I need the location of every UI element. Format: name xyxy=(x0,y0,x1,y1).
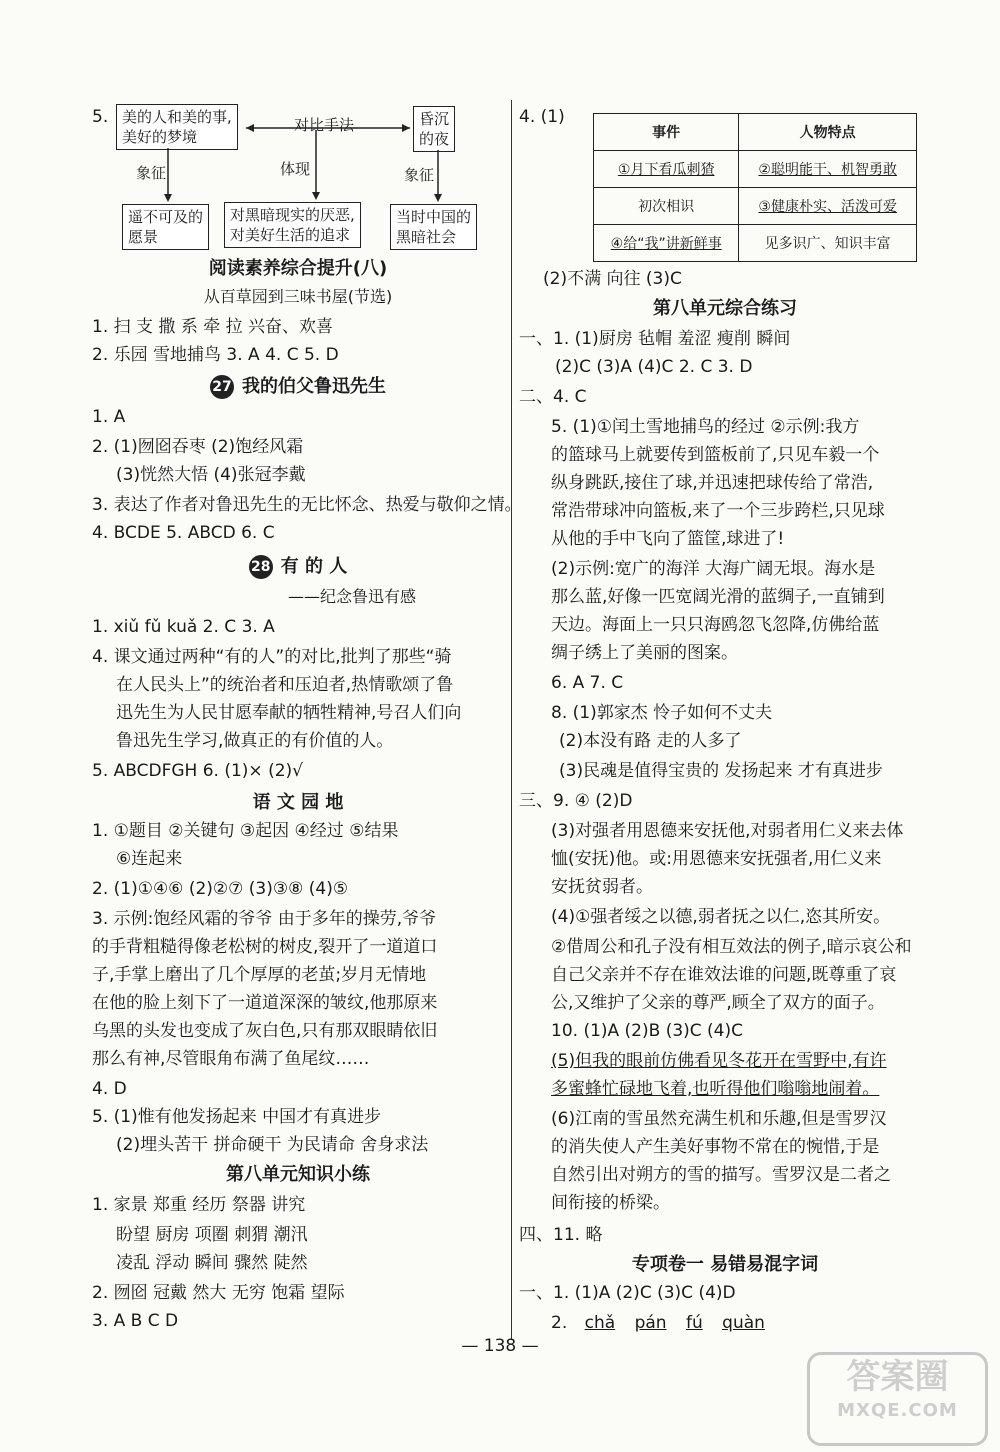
box-line: 当时中国的 xyxy=(396,208,472,226)
answer-line: 1. 家景 郑重 经历 祭器 讲究 xyxy=(92,1195,306,1215)
answer-line: (6)江南的雪虽然充满生机和乐趣,但是雪罗汉 xyxy=(551,1109,887,1129)
answer-line: (2)C (3)A (4)C 2. C 3. D xyxy=(555,357,753,377)
answer-line: 2. (1)①④⑥ (2)②⑦ (3)③⑧ (4)⑤ xyxy=(92,879,349,899)
table-row xyxy=(594,225,917,262)
answer-line: 一、1. (1)厨房 毡帽 羞涩 瘦削 瞬间 xyxy=(519,329,791,349)
answer-line: 盼望 厨房 项圈 刺猬 潮汛 xyxy=(116,1225,308,1245)
answer-line: 1. xiǔ fǔ kuǎ 2. C 3. A xyxy=(92,617,275,637)
table-cell: 见多识广、知识丰富 xyxy=(739,225,917,262)
answer-line: 2. 乐园 雪地捕鸟 3. A 4. C 5. D xyxy=(92,345,339,365)
box-line: 对美好生活的追求 xyxy=(230,226,351,244)
answer-line: 三、9. ④ (2)D xyxy=(519,791,633,811)
embody-label: 体现 xyxy=(280,160,311,178)
table-row xyxy=(594,188,917,225)
lesson-title-text: 有 的 人 xyxy=(280,556,348,577)
answer-line: ②借周公和孔子没有相互效法的例子,暗示哀公和 xyxy=(551,937,912,957)
answer-line: 从他的手中飞向了篮筐,球进了! xyxy=(551,529,785,549)
answer-line: 4. D xyxy=(92,1079,127,1099)
lesson-title-text: 我的伯父鲁迅先生 xyxy=(242,376,386,397)
pinyin-answer: fú xyxy=(685,1313,703,1333)
box-line: 昏沉 xyxy=(419,110,450,128)
answer-line: 乌黑的头发也变成了灰白色,只有那双眼睛依旧 xyxy=(92,1021,438,1041)
table-cell: ①月下看瓜刺猹 xyxy=(594,151,739,188)
answer-line: 一、1. (1)A (2)C (3)C (4)D xyxy=(519,1283,736,1303)
symbol-left-label: 象征 xyxy=(136,164,167,182)
answer-line: 4. BCDE 5. ABCD 6. C xyxy=(92,523,275,543)
answer-line: 的消失使人产生美好事物不常在的惋惜,于是 xyxy=(551,1137,880,1157)
answer-line: (2)不满 向往 (3)C xyxy=(543,269,682,289)
answer-line: 天边。海面上一只只海鸥忽飞忽降,仿佛给蓝 xyxy=(551,615,880,635)
answer-line: 自然引出对朔方的雪的描写。雪罗汉是二者之 xyxy=(551,1165,891,1185)
table-cell: ④给“我”讲新鲜事 xyxy=(594,225,739,262)
answer-line: (5)但我的眼前仿佛看见冬花开在雪野中,有许 xyxy=(551,1051,887,1071)
box-line: 美的人和美的事, xyxy=(122,108,232,126)
answer-number: 2. xyxy=(551,1313,568,1333)
answer-line: 公,又维护了父亲的尊严,顾全了双方的面子。 xyxy=(551,993,885,1013)
answer-line: 鲁迅先生学习,做真正的有价值的人。 xyxy=(116,731,394,751)
box-line: 美好的梦境 xyxy=(122,128,198,146)
answer-line: ⑥连起来 xyxy=(116,849,183,869)
answer-line: 间衔接的桥梁。 xyxy=(551,1193,670,1213)
symbol-right-label: 象征 xyxy=(404,166,435,184)
answer-line: 迅先生为人民甘愿奉献的牺牲精神,号召人们向 xyxy=(116,703,462,723)
pinyin-answer: pán xyxy=(634,1313,667,1333)
answer-line: 5. (1)①闰土雪地捕鸟的经过 ②示例:我方 xyxy=(551,417,860,437)
answer-line: 2. (1)囫囵吞枣 (2)饱经风霜 xyxy=(92,437,304,457)
answer-line: (3)民魂是值得宝贵的 发扬起来 才有真进步 xyxy=(559,761,883,781)
answer-line: 绸子绣上了美丽的图案。 xyxy=(551,643,738,663)
answer-line: (3)恍然大悟 (4)张冠李戴 xyxy=(116,465,306,485)
answer-line: (2)埋头苦干 拼命硬干 为民请命 舍身求法 xyxy=(116,1135,429,1155)
answer-line: 1. 扫 支 撒 系 牵 拉 兴奋、欢喜 xyxy=(92,317,334,337)
diagram-box-vision xyxy=(122,204,209,250)
arrow-head xyxy=(312,192,320,200)
box-line: 愿景 xyxy=(128,228,159,246)
watermark-url: MXQE.COM xyxy=(837,1400,958,1421)
section-title: 语 文 园 地 xyxy=(252,792,344,813)
arrow-head xyxy=(164,194,172,202)
answer-line: 1. A xyxy=(92,407,126,427)
answer-line: 那么蓝,好像一匹宽阔光滑的蓝绸子,一直铺到 xyxy=(551,587,885,607)
box-line: 黑暗社会 xyxy=(396,228,457,246)
table-cell: 初次相识 xyxy=(594,188,739,225)
arrow-head xyxy=(434,194,442,202)
event-character-table xyxy=(593,113,917,262)
section-title: 专项卷一 易错易混字词 xyxy=(631,1254,819,1275)
section-title: 第八单元综合练习 xyxy=(653,298,797,319)
answer-line: 在他的脸上刻下了一道道深深的皱纹,他那原来 xyxy=(92,993,438,1013)
arrow-head xyxy=(246,124,254,132)
answer-line: 子,手掌上磨出了几个厚厚的老茧;岁月无情地 xyxy=(92,965,427,985)
pinyin-answer: quàn xyxy=(722,1313,765,1333)
table-cell: ③健康朴实、活泼可爱 xyxy=(739,188,917,225)
box-line: 遥不可及的 xyxy=(128,208,204,226)
answer-line: 4. 课文通过两种“有的人”的对比,批判了那些“骑 xyxy=(92,647,452,667)
watermark-text: 答案圈 xyxy=(846,1357,949,1397)
pinyin-answer: chǎ xyxy=(584,1313,616,1333)
answer-line: 的篮球马上就要传到篮板前了,只见车毅一个 xyxy=(551,445,880,465)
answer-line: 5. ABCDFGH 6. (1)× (2)√ xyxy=(92,761,303,781)
diagram-number: 5. xyxy=(92,107,109,127)
answer-line: 多蜜蜂忙碌地飞着,也听得他们嗡嗡地闹着。 xyxy=(551,1079,880,1099)
answer-line: (4)①强者绥之以德,弱者抚之以仁,恣其所安。 xyxy=(551,907,891,927)
answer-line: 3. 表达了作者对鲁迅先生的无比怀念、热爱与敬仰之情。 xyxy=(92,495,522,515)
section-subtitle: 从百草园到三味书屋(节选) xyxy=(203,287,393,306)
answer-line: 凌乱 浮动 瞬间 骤然 陡然 xyxy=(116,1253,308,1273)
answer-line: 1. ①题目 ②关键句 ③起因 ④经过 ⑤结果 xyxy=(92,821,399,841)
answer-line: 在人民头上”的统治者和压迫者,热情歌颂了鲁 xyxy=(116,675,454,695)
answer-line: 四、11. 略 xyxy=(519,1225,603,1245)
answer-line: (3)对强者用恩德来安抚他,对弱者用仁义来去体 xyxy=(551,821,904,841)
box-line: 对黑暗现实的厌恶, xyxy=(230,206,355,224)
answer-line: 3. 示例:饱经风霜的爷爷 由于多年的操劳,爷爷 xyxy=(92,909,437,929)
table-header: 事件 xyxy=(594,114,739,151)
answer-line: (2)示例:宽广的海洋 大海广阔无垠。海水是 xyxy=(551,559,876,579)
table-header: 人物特点 xyxy=(739,114,917,151)
answer-line: 恤(安抚)他。或:用恩德来安抚强者,用仁义来 xyxy=(551,849,882,869)
answer-line: (2)本没有路 走的人多了 xyxy=(559,731,742,751)
arrow-head xyxy=(402,124,410,132)
lesson-title xyxy=(88,554,508,580)
contrast-label: 对比手法 xyxy=(294,116,355,134)
lesson-subtitle: ——纪念鲁迅有感 xyxy=(288,587,417,606)
page-number: — 138 — xyxy=(461,1336,539,1356)
answer-line: 4. (1) xyxy=(519,107,565,127)
table-cell: ②聪明能干、机智勇敢 xyxy=(739,151,917,188)
answer-line: 3. A B C D xyxy=(92,1311,179,1331)
answer-line: 10. (1)A (2)B (3)C (4)C xyxy=(551,1021,744,1041)
watermark-logo xyxy=(807,1352,988,1446)
diagram-box-society xyxy=(390,204,477,250)
answer-line: 常浩带球冲向篮板,来了一个三步跨栏,只见球 xyxy=(551,501,885,521)
answer-line xyxy=(551,1310,765,1336)
section-title: 第八单元知识小练 xyxy=(226,1164,370,1185)
answer-line: 的手背粗糙得像老松树的树皮,裂开了一道道口 xyxy=(92,937,438,957)
lesson-number-badge: 27 xyxy=(210,375,234,399)
diagram-box-pursuit xyxy=(224,202,361,248)
answer-line: 二、4. C xyxy=(519,387,587,407)
answer-line: 5. (1)惟有他发扬起来 中国才有真进步 xyxy=(92,1107,382,1127)
box-line: 的夜 xyxy=(419,130,450,148)
lesson-number-badge: 28 xyxy=(249,555,273,579)
answer-line: 6. A 7. C xyxy=(551,673,624,693)
answer-line: 自己父亲并不存在谁效法谁的问题,既尊重了哀 xyxy=(551,965,897,985)
column-divider xyxy=(511,100,512,1340)
table-row xyxy=(594,151,917,188)
section-title: 阅读素养综合提升(八) xyxy=(208,258,388,279)
answer-line: 那么有神,尽管眼角布满了鱼尾纹…… xyxy=(92,1049,370,1069)
answer-line: 安抚贫弱者。 xyxy=(551,877,653,897)
answer-line: 纵身跳跃,接住了球,并迅速把球传给了常浩, xyxy=(551,473,874,493)
answer-line: 2. 囫囵 冠戴 然大 无穷 饱霜 望际 xyxy=(92,1283,345,1303)
answer-line: 8. (1)郭家杰 怜子如何不丈夫 xyxy=(551,703,773,723)
table-header-row xyxy=(594,114,917,151)
lesson-title xyxy=(88,374,508,400)
